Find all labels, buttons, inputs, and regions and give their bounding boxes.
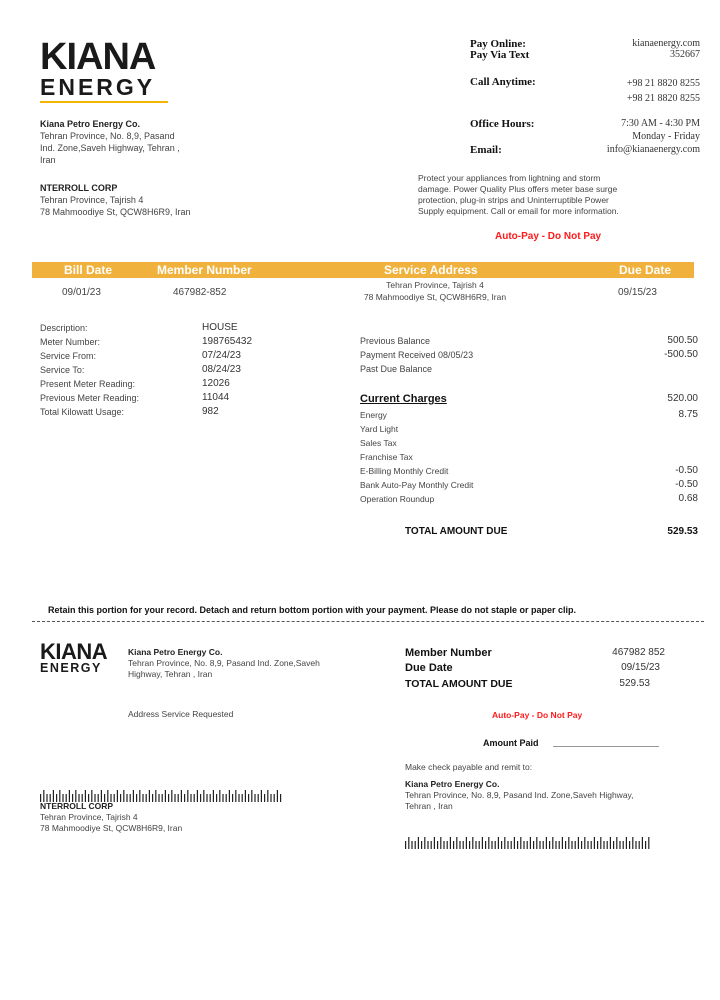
balance-label: Past Due Balance: [360, 364, 433, 374]
meter-label: Meter Number:: [40, 337, 101, 347]
bill-date-value: 09/01/23: [62, 287, 101, 298]
balance-value: 500.50: [667, 335, 698, 346]
stub-member-label: Member Number: [405, 647, 492, 659]
promo-line: Supply equipment. Call or email for more information.: [418, 206, 619, 216]
meter-label: Service From:: [40, 351, 97, 361]
balance-value: -500.50: [664, 349, 698, 360]
meter-label: Total Kilowatt Usage:: [40, 407, 125, 417]
meter-value: HOUSE: [202, 322, 238, 333]
stub-member-value: 467982 852: [612, 647, 665, 658]
meter-row: [40, 364, 310, 378]
stub-due-value: 09/15/23: [621, 662, 660, 673]
charge-row: [360, 493, 698, 507]
due-date-value: 09/15/23: [618, 287, 657, 298]
customer-postal-barcode: [40, 789, 284, 801]
promo-text: [418, 173, 688, 217]
stub-company-address-line: Highway, Tehran , Iran: [128, 669, 213, 679]
payable-note: Make check payable and remit to:: [405, 762, 533, 772]
charge-label: Energy: [360, 410, 387, 420]
charge-row: [360, 423, 698, 437]
stub-logo-word-kiana: KIANA: [40, 639, 108, 664]
pay-text-label: Pay Via Text: [470, 49, 530, 61]
company-address-line: Tehran Province, No. 8,9, Pasand: [40, 131, 175, 141]
meter-value: 982: [202, 406, 219, 417]
meter-value: 11044: [202, 392, 230, 403]
company-address-line: Iran: [40, 155, 56, 165]
stub-company-address-line: Tehran Province, No. 8,9, Pasand Ind. Zone,Saveh: [128, 658, 320, 668]
stub-customer-address-line: 78 Mahmoodiye St, QCW8H6R9, Iran: [40, 823, 183, 833]
detach-line: [32, 621, 704, 622]
charge-label: Operation Roundup: [360, 494, 435, 504]
company-name: Kiana Petro Energy Co.: [40, 119, 141, 129]
total-amount-due-label: TOTAL AMOUNT DUE: [405, 526, 508, 537]
meter-row: [40, 392, 310, 406]
company-logo: [40, 38, 175, 103]
amount-paid-field[interactable]: [553, 746, 659, 747]
member-number-value: 467982-852: [173, 287, 227, 298]
charge-value: -0.50: [675, 465, 698, 476]
charge-value: -0.50: [675, 479, 698, 490]
meter-value: 12026: [202, 378, 230, 389]
meter-row: [40, 350, 310, 364]
meter-value: 08/24/23: [202, 364, 241, 375]
meter-value: 07/24/23: [202, 350, 241, 361]
company-address-line: Ind. Zone,Saveh Highway, Tehran ,: [40, 143, 180, 153]
autopay-notice: Auto-Pay - Do Not Pay: [495, 231, 602, 242]
pay-online-label: Pay Online:: [470, 38, 526, 50]
customer-address-block: [40, 182, 260, 218]
logo-word-energy: ENERGY: [40, 74, 156, 100]
bill-header-bar: [32, 262, 694, 278]
call-value: +98 21 8820 8255: [626, 93, 700, 104]
remit-address-line: Tehran , Iran: [405, 801, 453, 811]
stub-due-label: Due Date: [405, 662, 453, 674]
stub-customer-block: [40, 801, 270, 834]
balance-label: Previous Balance: [360, 336, 431, 346]
meter-details: [40, 322, 310, 420]
company-address-block: [40, 118, 240, 166]
pay-text-value: 352667: [670, 49, 700, 60]
service-address-line: Tehran Province, Tajrish 4: [386, 280, 484, 290]
remit-postal-barcode: [405, 836, 653, 848]
charges-title-row: [360, 393, 698, 409]
meter-row: [40, 322, 310, 336]
stub-autopay-notice: Auto-Pay - Do Not Pay: [492, 710, 583, 720]
remit-address-line: Tehran Province, No. 8,9, Pasand Ind. Zone,Saveh Highway,: [405, 790, 634, 800]
charge-row: [360, 465, 698, 479]
due-date-header: Due Date: [619, 263, 672, 277]
current-charges-section: [360, 393, 698, 507]
email-label: Email:: [470, 144, 502, 156]
charge-label: Bank Auto-Pay Monthly Credit: [360, 480, 474, 490]
meter-row: [40, 336, 310, 350]
logo-underline: [40, 101, 168, 103]
meter-row: [40, 378, 310, 392]
service-address-line: 78 Mahmoodiye St, QCW8H6R9, Iran: [363, 292, 507, 302]
meter-label: Service To:: [40, 365, 85, 375]
balance-label: Payment Received 08/05/23: [360, 350, 474, 360]
charge-value: 8.75: [678, 409, 698, 420]
customer-address-line: 78 Mahmoodiye St, QCW8H6R9, Iran: [40, 207, 191, 217]
current-charges-total: 520.00: [667, 393, 698, 404]
address-service-requested: Address Service Requested: [128, 709, 234, 719]
charge-label: Sales Tax: [360, 438, 397, 448]
office-hours-label: Office Hours:: [470, 118, 535, 130]
customer-address-line: Tehran Province, Tajrish 4: [40, 195, 144, 205]
stub-customer-name: NTERROLL CORP: [40, 801, 114, 811]
service-address-header: Service Address: [384, 263, 478, 277]
office-days-value: Monday - Friday: [632, 131, 700, 142]
member-number-header: Member Number: [157, 263, 252, 277]
promo-line: Protect your appliances from lightning and storm: [418, 173, 601, 183]
bill-date-header: Bill Date: [64, 263, 113, 277]
retain-notice: Retain this portion for your record. Detach and return bottom portion with your payment. Please do not staple or paper clip.: [48, 605, 577, 615]
charge-row: [360, 409, 698, 423]
office-hours-value: 7:30 AM - 4:30 PM: [621, 118, 700, 129]
stub-company-block: [128, 647, 368, 680]
promo-line: damage. Power Quality Plus offers meter base surge: [418, 184, 618, 194]
stub-company-name: Kiana Petro Energy Co.: [128, 647, 223, 657]
current-charges-title: Current Charges: [360, 393, 447, 405]
balance-section: [360, 335, 698, 377]
balance-row: [360, 349, 698, 363]
total-amount-due-value: 529.53: [667, 526, 698, 537]
meter-value: 198765432: [202, 336, 253, 347]
remit-name: Kiana Petro Energy Co.: [405, 779, 500, 789]
call-label: Call Anytime:: [470, 76, 536, 88]
charge-row: [360, 437, 698, 451]
service-address-value: [330, 279, 540, 303]
stub-customer-address-line: Tehran Province, Tajrish 4: [40, 812, 138, 822]
stub-total-label: TOTAL AMOUNT DUE: [405, 678, 513, 690]
balance-row: [360, 363, 698, 377]
call-value: +98 21 8820 8255: [626, 78, 700, 89]
barcode-graphic: [405, 837, 653, 849]
stub-total-value: 529.53: [619, 678, 650, 689]
remit-block: [405, 779, 695, 812]
stub-logo-word-energy: ENERGY: [40, 661, 102, 675]
meter-label: Previous Meter Reading:: [40, 393, 140, 403]
charge-row: [360, 479, 698, 493]
amount-paid-label: Amount Paid: [483, 738, 539, 748]
charge-value: 0.68: [678, 493, 698, 504]
stub-summary: [405, 647, 665, 697]
contact-block: [470, 38, 700, 158]
charge-label: E-Billing Monthly Credit: [360, 466, 449, 476]
meter-label: Description:: [40, 323, 88, 333]
email-link[interactable]: info@kianaenergy.com: [606, 144, 700, 155]
customer-name: NTERROLL CORP: [40, 183, 118, 193]
meter-label: Present Meter Reading:: [40, 379, 136, 389]
stub-logo: [40, 639, 110, 675]
meter-row: [40, 406, 310, 420]
charge-label: Yard Light: [360, 424, 399, 434]
charge-label: Franchise Tax: [360, 452, 413, 462]
promo-line: protection, plug-in strips and Uninterruptible Power: [418, 195, 609, 205]
pay-online-link[interactable]: kianaenergy.com: [632, 38, 700, 49]
balance-row: [360, 335, 698, 349]
charge-row: [360, 451, 698, 465]
logo-word-kiana: KIANA: [40, 36, 156, 78]
